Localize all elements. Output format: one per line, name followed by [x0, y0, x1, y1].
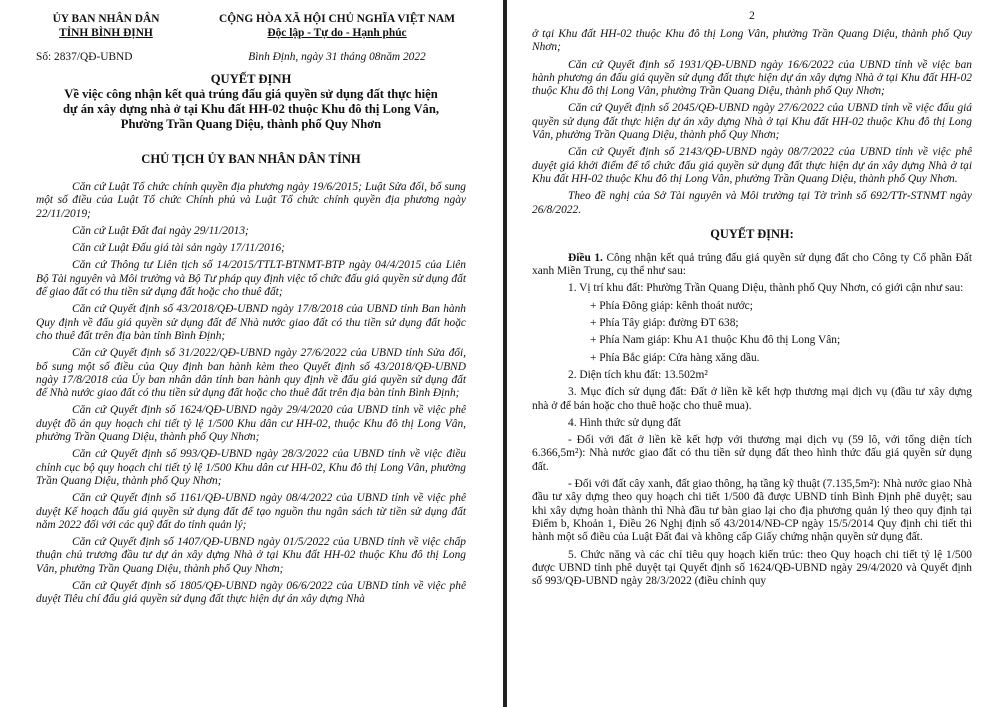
legal-basis-2: Căn cứ Luật Đất đai ngày 29/11/2013; [72, 224, 249, 237]
legal-basis-14: Căn cứ Quyết định số 2143/QĐ-UBND ngày 08/7/2022 của UBND tỉnh về việc phê duyệt giá khởi điểm để tổ chức đấu giá quyền sử dụng đất thực hiện dự án xây dựng Nhà ở tại Khu đất HH-02 thuộc Khu đô thị Long Vân, phường Trần Quang Diệu, thành phố Quy Nhơn. [532, 146, 972, 185]
boundary-west: + Phía Tây giáp: đường ĐT 638; [590, 317, 739, 330]
issuer-title: CHỦ TỊCH ỦY BAN NHÂN DÂN TỈNH [141, 152, 361, 166]
subject-line-2: dự án xây dựng nhà ở tại Khu đất HH-02 thuộc Khu đô thị Long Vân, [63, 102, 439, 116]
item-4-infrastructure: - Đối với đất cây xanh, đất giao thông, hạ tầng kỹ thuật (7.135,5m²): Nhà nước giao Nhà đầu tư xây dựng theo quy hoạch chi tiết 1/500 đã được UBND tỉnh Bình Định phê duyệt; sau khi xây dựng hoàn thành thì Nhà đầu tư bàn giao lại cho địa phương quản lý theo quy định tại Điểm b, Khoản 1, Điều 26 Nghị định số 43/2014/NĐ-CP ngày 15/5/2014 Quy định chi tiết thi hành một số điều của Luật Đất đai và không cấp Giấy chứng nhận quyền sử dụng đất. [532, 478, 972, 544]
legal-basis-11: Căn cứ Quyết định số 1805/QĐ-UBND ngày 06/6/2022 của UBND tỉnh về việc phê duyệt Tiêu chí đấu giá quyền sử dụng đất thực hiện dự án xây dựng Nhà [36, 580, 466, 606]
nation-title: CỘNG HÒA XÃ HỘI CHỦ NGHĨA VIỆT NAM [219, 13, 455, 25]
article-1 [532, 252, 972, 279]
legal-basis-13: Căn cứ Quyết định số 2045/QĐ-UBND ngày 27/6/2022 của UBND tỉnh về việc đấu giá quyền sử dụng đất thực hiện dự án xây dựng Nhà ở tại Khu đất HH-02 thuộc Khu đô thị Long Vân, phường Trần Quang Diệu, thành phố Quy Nhơn; [532, 102, 972, 142]
item-1-location: 1. Vị trí khu đất: Phường Trần Quang Diệu, thành phố Quy Nhơn, có giới cận như sau: [568, 282, 964, 295]
article-1-label: Điều 1. [568, 251, 603, 264]
document-number: Số: 2837/QĐ-UBND [36, 51, 133, 63]
legal-basis-3: Căn cứ Luật Đấu giá tài sản ngày 17/11/2016; [72, 242, 285, 255]
page-divider [503, 0, 507, 707]
item-4-form: 4. Hình thức sử dụng đất [568, 416, 681, 429]
page-2 [510, 0, 1000, 707]
boundary-north: + Phía Bắc giáp: Cửa hàng xăng dầu. [590, 351, 760, 364]
subject-line-1: Về việc công nhận kết quả trúng đấu giá quyền sử dụng đất thực hiện [64, 87, 438, 101]
boundary-south: + Phía Nam giáp: Khu A1 thuộc Khu đô thị Long Vân; [590, 334, 841, 347]
document-header [36, 12, 466, 64]
agency-line-2: TỈNH BÌNH ĐỊNH [59, 27, 153, 39]
item-2-area: 2. Diện tích khu đất: 13.502m² [568, 368, 708, 381]
item-4-residential: - Đối với đất ở liền kề kết hợp với thương mại dịch vụ (59 lô, với tổng diện tích 6.366,5m²): Nhà nước giao đất có thu tiền sử dụng đất theo hình thức đấu giá quyền sử dụng đất. [532, 434, 972, 473]
legal-basis-4: Căn cứ Thông tư Liên tịch số 14/2015/TTLT-BTNMT-BTP ngày 04/4/2015 của Liên Bộ Tài nguyên và Môi trường và Bộ Tư pháp quy định việc tổ chức đấu giá quyền sử dụng đất để giao đất có thu tiền sử dụng đất hoặc cho thuê đất; [36, 259, 466, 299]
legal-basis-5: Căn cứ Quyết định số 43/2018/QĐ-UBND ngày 17/8/2018 của UBND tỉnh Ban hành Quy định về đấu giá quyền sử dụng đất để Nhà nước giao đất có thu tiền sử dụng đất hoặc cho thuê đất trên địa bàn tỉnh Bình Định; [36, 303, 466, 342]
legal-basis-6: Căn cứ Quyết định số 31/2022/QĐ-UBND ngày 27/6/2022 của UBND tỉnh Sửa đổi, bổ sung một số điều của Quy định ban hành kèm theo Quyết định số 43/2018/QĐ-UBND ngày 17/8/2018 của Ủy ban nhân dân tỉnh ban hành quy định về đấu giá quyền sử dụng đất để Nhà nước giao đất có thu tiền sử dụng đất hoặc cho thuê đất trên địa bàn tỉnh Bình Định; [36, 347, 466, 400]
legal-basis-7: Căn cứ Quyết định số 1624/QĐ-UBND ngày 29/4/2020 của UBND tỉnh về việc phê duyệt đồ án quy hoạch chi tiết tỷ lệ 1/500 Khu dân cư HH-02, thuộc Khu đô thị Long Vân, phường Trần Quang Diệu, thành phố Quy Nhơn; [36, 404, 466, 444]
article-1-text: Công nhận kết quả trúng đấu giá quyền sử dụng đất cho Công ty Cổ phần Đất xanh Miền Trung, cụ thể như sau: [532, 251, 972, 278]
document-date: Bình Định, ngày 31 tháng 08năm 2022 [248, 51, 426, 63]
agency-line-1: ỦY BAN NHÂN DÂN [52, 13, 160, 25]
item-5-planning: 5. Chức năng và các chỉ tiêu quy hoạch kiến trúc: theo Quy hoạch chi tiết tỷ lệ 1/500 được UBND tỉnh phê duyệt tại Quyết định số 1624/QĐ-UBND ngày 29/4/2020 và Quyết định số 993/QĐ-UBND ngày 28/3/2022 (điều chỉnh quy [532, 548, 972, 588]
decision-label: QUYẾT ĐỊNH [210, 72, 292, 86]
page-number: 2 [749, 10, 755, 22]
subject-line-3: Phường Trần Quang Diệu, thành phố Quy Nhơn [120, 117, 382, 131]
legal-basis-continued: ở tại Khu đất HH-02 thuộc Khu đô thị Long Vân, phường Trần Quang Diệu, thành phố Quy Nhơn; [532, 28, 972, 54]
agency-block [36, 12, 176, 64]
boundary-east: + Phía Đông giáp: kênh thoát nước; [590, 299, 753, 312]
nation-block [208, 12, 466, 64]
motto: Độc lập - Tự do - Hạnh phúc [267, 27, 407, 39]
legal-basis-9: Căn cứ Quyết định số 1161/QĐ-UBND ngày 08/4/2022 của UBND tỉnh về việc phê duyệt Kế hoạch đấu giá quyền sử dụng đất để tạo nguồn thu ngân sách từ tiền sử dụng đất năm 2022 đối với các quỹ đất do tỉnh quản lý; [36, 492, 466, 531]
item-3-purpose: 3. Mục đích sử dụng đất: Đất ở liền kề kết hợp thương mại dịch vụ (đầu tư xây dựng nhà ở để bán hoặc cho thuê hoặc cho thuê mua). [532, 386, 972, 412]
legal-basis-1: Căn cứ Luật Tổ chức chính quyền địa phương ngày 19/6/2015; Luật Sửa đổi, bổ sung một số điều của Luật Tổ chức Chính phủ và Luật Tổ chức chính quyền địa phương ngày 22/11/2019; [36, 181, 466, 220]
legal-basis-8: Căn cứ Quyết định số 993/QĐ-UBND ngày 28/3/2022 của UBND tỉnh về việc điều chỉnh cục bộ quy hoạch chi tiết tỷ lệ 1/500 Khu dân cư HH-02, Khu đô thị Long Vân, phường Trần Quang Diệu, thành phố Quy Nhơn; [36, 448, 466, 487]
proposal-basis: Theo đề nghị của Sở Tài nguyên và Môi trường tại Tờ trình số 692/TTr-STNMT ngày 26/8/2022. [532, 190, 972, 216]
legal-basis-12: Căn cứ Quyết định số 1931/QĐ-UBND ngày 16/6/2022 của UBND tỉnh về việc ban hành phương án đấu giá quyền sử dụng đất thực hiện dự án xây dựng Nhà ở tại Khu đất HH-02 thuộc Khu đô thị Long Vân, phường Trần Quang Diệu, thành phố Quy Nhơn; [532, 58, 972, 98]
decision-heading: QUYẾT ĐỊNH: [710, 226, 794, 241]
legal-basis-10: Căn cứ Quyết định số 1407/QĐ-UBND ngày 01/5/2022 của UBND tỉnh về việc chấp thuận chủ trương đầu tư dự án xây dựng Nhà ở tại Khu đất HH-02 thuộc Khu đô thị Long Vân, phường Trần Quang Diệu, thành phố Quy Nhơn; [36, 536, 466, 575]
